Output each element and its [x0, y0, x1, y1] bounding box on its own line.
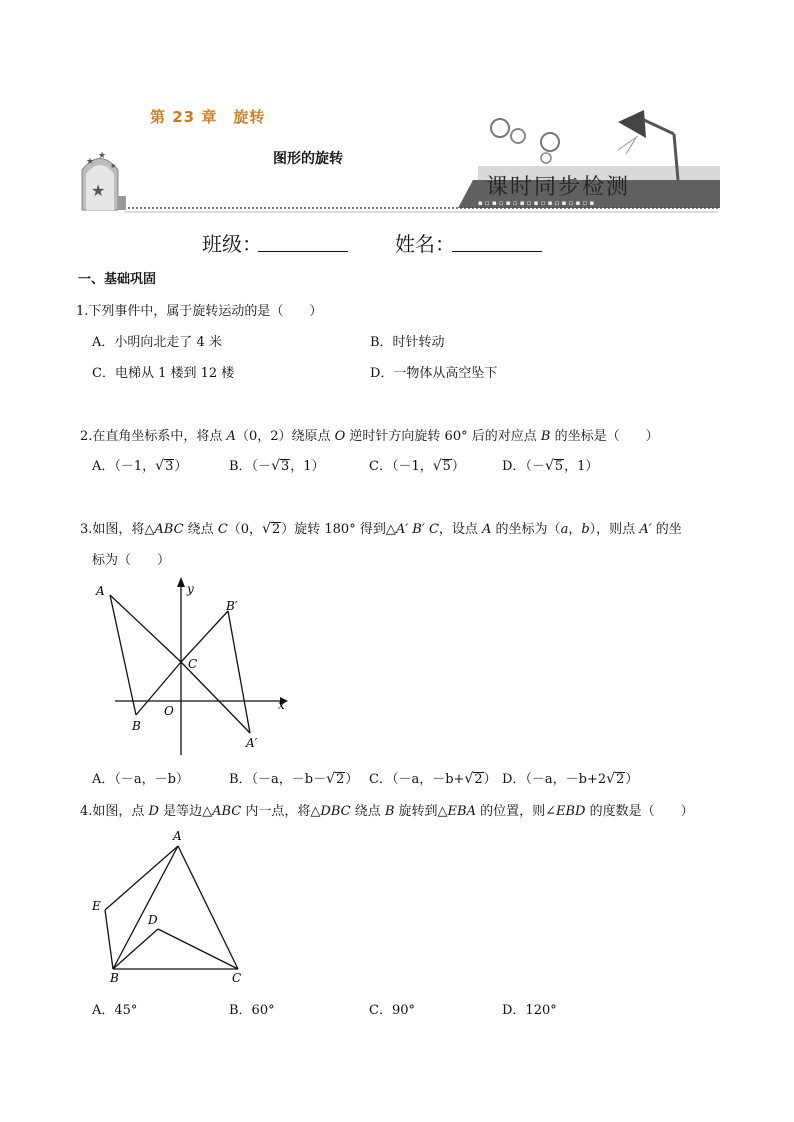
name-label: 姓名： [395, 232, 455, 256]
label-b-prime: B′ [226, 599, 238, 613]
q2-option-d[interactable]: D．（－√5，1） [502, 458, 599, 474]
q4-option-d[interactable]: D．120° [502, 1003, 557, 1018]
svg-text:★: ★ [110, 162, 117, 170]
svg-text:★: ★ [91, 181, 106, 200]
segment-ac [178, 846, 238, 969]
question-2-stem: 2.在直角坐标系中，将点 A（0，2）绕原点 O 逆时针方向旋转 60° 后的对应点 B 的坐标是（ ） [80, 429, 659, 444]
q2-option-a[interactable]: A．（－1，√3） [92, 458, 188, 474]
q3-option-d[interactable]: D．（－a，－b+2√2） [502, 771, 639, 787]
segment-ab [110, 595, 136, 715]
label-a: A [173, 829, 182, 843]
segment-db [113, 929, 158, 969]
label-c: C [232, 971, 242, 985]
q4-option-c[interactable]: C．90° [369, 1003, 415, 1018]
q4-option-b[interactable]: B．60° [229, 1003, 275, 1018]
svg-text:★: ★ [86, 157, 95, 167]
label-b: B [132, 719, 141, 733]
segment-eb [105, 910, 113, 969]
question-3-stem-line2: 标为（ ） [92, 553, 171, 568]
q2-option-b[interactable]: B．（－√3，1） [229, 458, 325, 474]
q2-option-c[interactable]: C．（－1，√5） [369, 458, 465, 474]
label-d: D [148, 913, 158, 927]
segment-ac [110, 595, 181, 662]
lesson-subtitle: 图形的旋转 [273, 151, 343, 167]
svg-text:▪ ▫ ▪ ▫ ▪ ▫ ▪ ▫ ▪ ▫ ▪ ▫ ▪ ▫ ▪: ▪ ▫ ▪ ▫ ▪ ▫ ▪ ▫ ▪ ▫ ▪ ▫ ▪ ▫ ▪ ▫ ▪ [478, 199, 595, 207]
q1-option-c[interactable]: C．电梯从 1 楼到 12 楼 [92, 366, 235, 381]
class-field[interactable] [258, 230, 348, 252]
class-label: 班级： [202, 232, 262, 256]
segment-apbp [228, 611, 250, 733]
segment-bpc [181, 611, 228, 662]
label-e: E [92, 899, 101, 913]
svg-text:★: ★ [98, 151, 107, 161]
label-a: A [96, 584, 105, 598]
question-4-figure [88, 826, 258, 986]
segment-bc [136, 662, 181, 715]
question-4-stem: 4.如图，点 D 是等边△ABC 内一点，将△DBC 绕点 B 旋转到△EBA 的位置，则∠EBD 的度数是（ ） [80, 804, 694, 819]
q1-option-d[interactable]: D．一物体从高空坠下 [370, 366, 498, 381]
label-b: B [110, 971, 119, 985]
question-3-stem: 3.如图，将△ABC 绕点 C（0，√2）旋转 180° 得到△A′ B′ C，设点 A 的坐标为（a，b），则点 A′ 的坐 [80, 521, 682, 537]
name-field[interactable] [452, 230, 542, 252]
label-a-prime: A′ [246, 736, 258, 750]
q3-option-c[interactable]: C．（－a，－b+√2） [369, 771, 497, 787]
question-1-stem: 1.下列事件中，属于旋转运动的是（ ） [76, 304, 323, 319]
banner-title: 课时同步检测 [486, 175, 631, 200]
q1-option-a[interactable]: A．小明向北走了 4 米 [92, 335, 222, 350]
label-x: x [278, 698, 285, 712]
q1-option-b[interactable]: B．时针转动 [370, 335, 445, 350]
q3-option-a[interactable]: A．（－a，－b） [92, 772, 189, 787]
label-y: y [187, 582, 194, 596]
y-axis-arrow [177, 577, 185, 587]
section-title: 一、基础巩固 [78, 272, 157, 287]
segment-ab [113, 846, 178, 969]
q4-option-a[interactable]: A．45° [92, 1003, 138, 1018]
segment-dc [158, 929, 238, 969]
question-3-figure [90, 575, 300, 760]
label-c: C [188, 657, 198, 671]
chapter-title: 第 23 章 旋转 [150, 108, 266, 126]
q3-option-b[interactable]: B．（－a，－b－√2） [229, 771, 359, 787]
segment-ae [105, 846, 178, 910]
label-o: O [164, 704, 174, 718]
